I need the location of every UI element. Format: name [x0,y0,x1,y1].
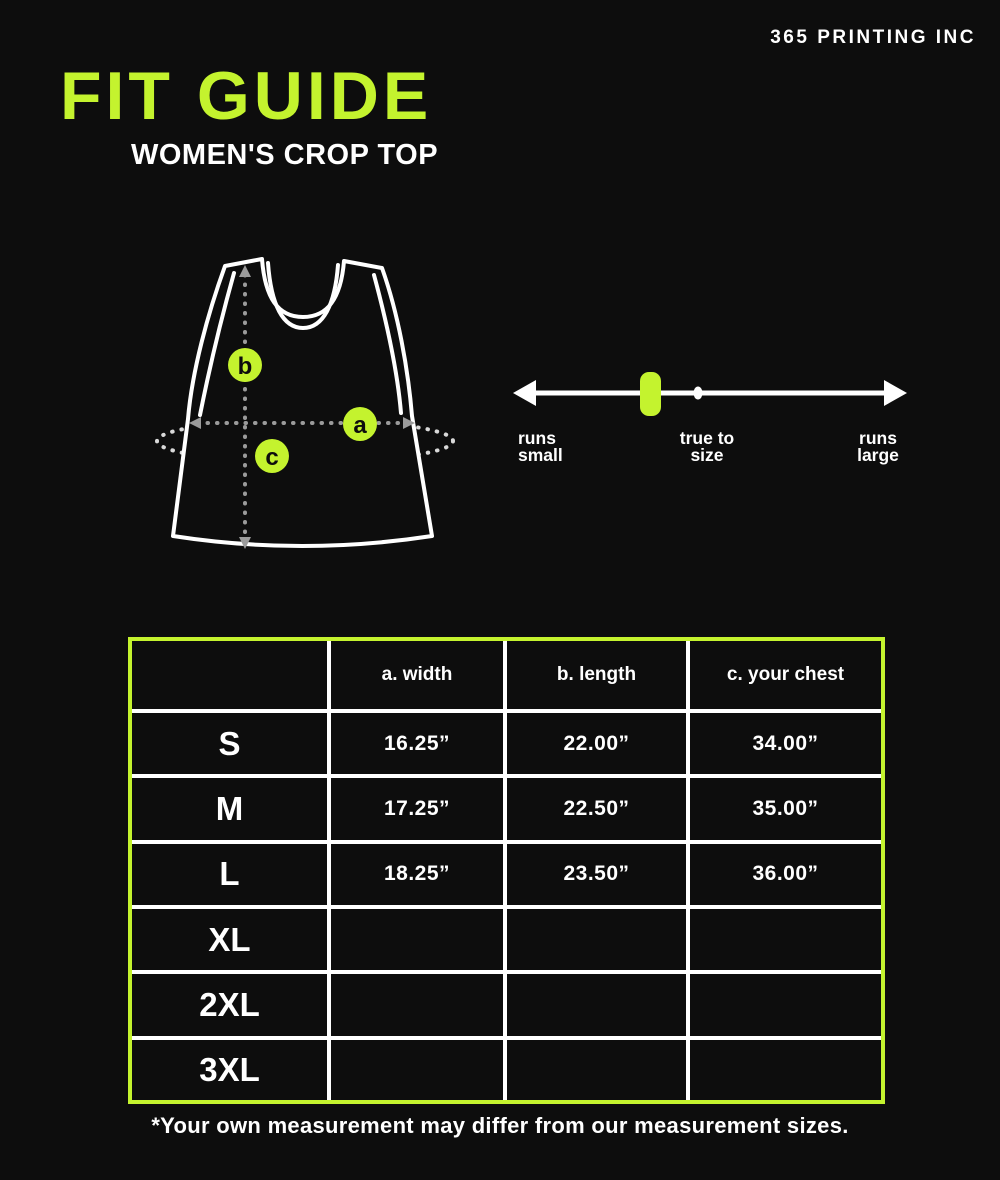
size-label: 2XL [132,972,329,1037]
brand-name: 365 PRINTING INC [770,27,976,48]
marker-b [228,348,262,382]
scale-label-line: size [690,445,724,465]
chest-value [688,972,881,1037]
scale-label-true-to-size [647,430,767,464]
table-row-3xl [132,1038,881,1100]
width-value [329,972,505,1037]
table-row-m [132,776,881,841]
tank-outline [173,259,432,546]
scale-label-line: runs [859,428,897,448]
crop-top-diagram [148,243,480,565]
size-table-header-row [132,641,881,711]
size-label: 3XL [132,1038,329,1100]
marker-a [343,407,377,441]
size-label: XL [132,907,329,972]
header-length: b. length [505,641,688,711]
measurement-disclaimer: *Your own measurement may differ from our measurement sizes. [151,1113,849,1138]
length-value [505,907,688,972]
chest-value [688,1038,881,1100]
length-value: 22.50” [505,776,688,841]
table-row-l [132,842,881,907]
fit-scale-arrow [513,380,907,406]
page-subtitle: WOMEN'S CROP TOP [131,139,439,171]
size-label: L [132,842,329,907]
width-value [329,1038,505,1100]
size-label: M [132,776,329,841]
chest-value: 36.00” [688,842,881,907]
chest-value [688,907,881,972]
width-value [329,907,505,972]
scale-label-line: true to [679,428,735,448]
size-table [128,637,885,1104]
header-empty [132,641,329,711]
width-value: 16.25” [329,711,505,776]
fit-scale-marker [640,372,661,416]
true-to-size-dot [694,387,703,400]
table-row-xl [132,907,881,972]
width-value: 17.25” [329,776,505,841]
length-value [505,972,688,1037]
length-value: 22.00” [505,711,688,776]
marker-a-letter: a [353,412,367,439]
width-value: 18.25” [329,842,505,907]
scale-label-line: runs [518,428,556,448]
fit-scale [505,358,915,430]
marker-b-letter: b [237,353,253,380]
table-row-s [132,711,881,776]
marker-c-letter: c [265,444,279,471]
header-width: a. width [329,641,505,711]
table-row-2xl [132,972,881,1037]
scale-label-runs-large [818,430,938,464]
marker-c [255,439,289,473]
scale-label-line: small [518,445,563,465]
scale-label-line: large [857,445,899,465]
chest-value: 34.00” [688,711,881,776]
length-value [505,1038,688,1100]
header-chest: c. your chest [688,641,881,711]
page-title: FIT GUIDE [60,58,433,134]
length-value: 23.50” [505,842,688,907]
chest-value: 35.00” [688,776,881,841]
size-label: S [132,711,329,776]
scale-label-runs-small [518,430,563,464]
